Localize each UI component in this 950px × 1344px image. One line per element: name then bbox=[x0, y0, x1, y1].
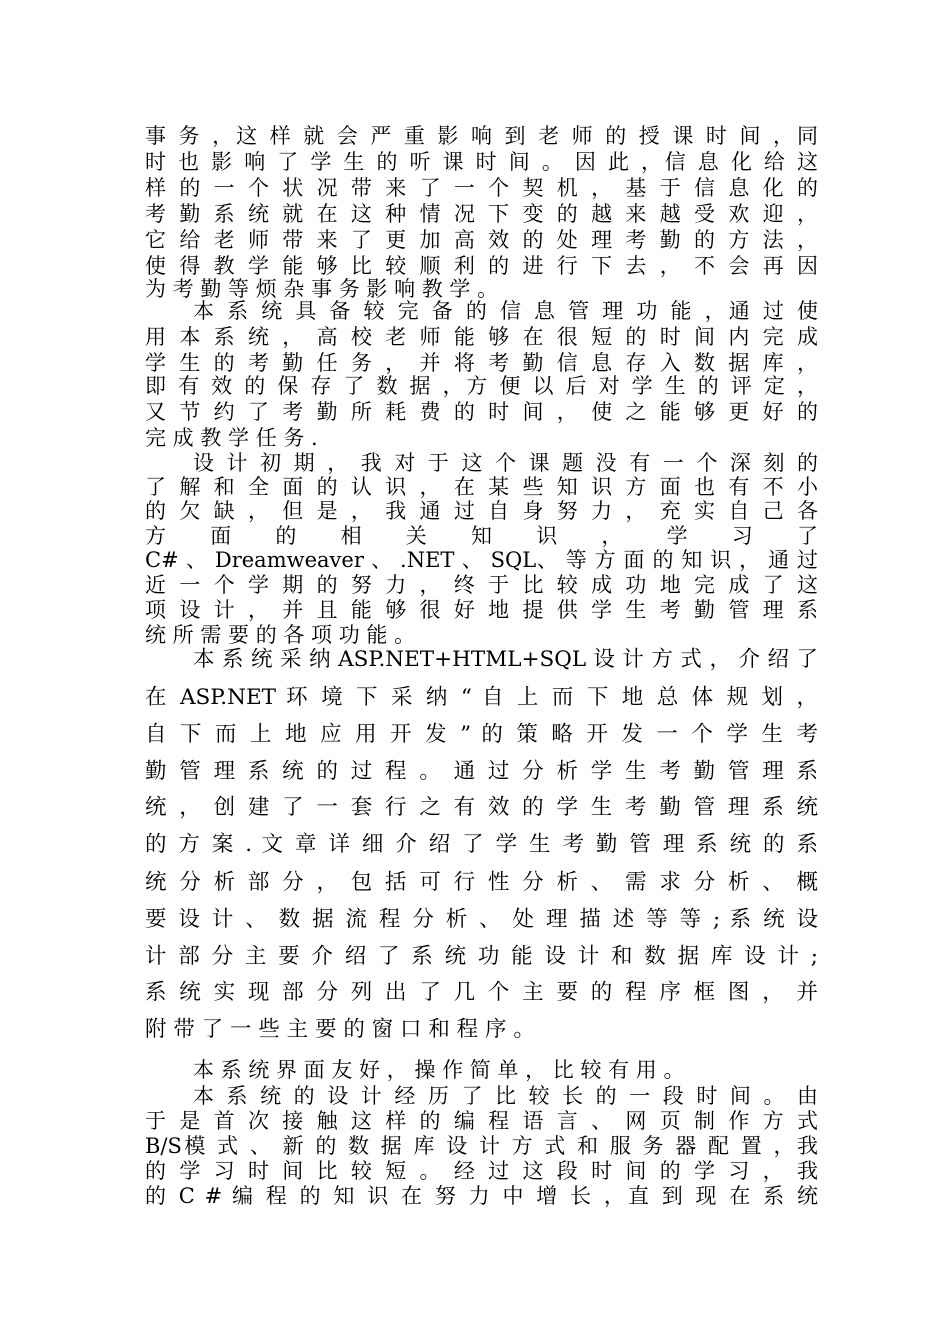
text-line: 使 得 教 学 能 够 比 较 顺 利 的 进 行 下 去 ， 不 会 再 因 bbox=[145, 254, 818, 278]
text-line: 统 ， 创 建 了 一 套 行 之 有 效 的 学 生 考 勤 管 理 系 统 bbox=[145, 795, 818, 820]
text-line: 又 节 约 了 考 勤 所 耗 费 的 时 间 ， 使 之 能 够 更 好 的 bbox=[145, 400, 818, 424]
text-line: 事 务 ，这 样 就 会 严 重 影 响 到 老 师 的 授 课 时 间 ，同 bbox=[145, 124, 818, 148]
text-line: 考 勤 系 统 就 在 这 种 情 况 下 变 的 越 来 越 受 欢 迎 ， bbox=[145, 202, 818, 226]
text-line: 附 带 了 一 些 主 要 的 窗 口 和 程 序 。 bbox=[145, 1017, 535, 1042]
text-line: 完 成 教 学 任 务 . bbox=[145, 426, 318, 450]
text-line: 勤 管 理 系 统 的 过 程 。 通 过 分 析 学 生 考 勤 管 理 系 bbox=[145, 759, 818, 784]
text-line: 方 面 的 相 关 知 识 ， 学 习 了 bbox=[145, 524, 818, 548]
text-line: 了 解 和 全 面 的 认 识 ， 在 某 些 知 识 方 面 也 有 不 小 bbox=[145, 475, 818, 499]
text-line: 本 系 统 具 备 较 完 备 的 信 息 管 理 功 能 ，通 过 使 bbox=[193, 299, 818, 323]
text-line: 本 系 统 的 设 计 经 历 了 比 较 长 的 一 段 时 间 。 由 bbox=[193, 1084, 818, 1108]
text-line: 它 给 老 师 带 来 了 更 加 高 效 的 处 理 考 勤 的 方 法 ， bbox=[145, 228, 818, 252]
text-line: 设 计 初 期 ， 我 对 于 这 个 课 题 没 有 一 个 深 刻 的 bbox=[193, 451, 818, 475]
text-line: 要 设 计 、 数 据 流 程 分 析 、 处 理 描 述 等 等 ; 系 统 设 bbox=[145, 907, 818, 932]
text-line: 时 也 影 响 了 学 生 的 听 课 时 间 。 因 此 ，信 息 化 给 这 bbox=[145, 150, 818, 174]
text-line: 为 考 勤 等 烦 杂 事 务 影 响 教 学 。 bbox=[145, 277, 499, 301]
text-line: 的 欠 缺 ， 但 是 ， 我 通 过 自 身 努 力 ， 充 实 自 己 各 bbox=[145, 499, 818, 523]
text-line: 的 学 习 时 间 比 较 短 。 经 过 这 段 时 间 的 学 习 ， 我 bbox=[145, 1159, 818, 1183]
text-line: 本 系 统 界 面 友 好 ， 操 作 简 单 ， 比 较 有 用 。 bbox=[193, 1058, 685, 1082]
text-line: 在 ASP.NET 环 境 下 采 纳 “ 自 上 而 下 地 总 体 规 划 ， bbox=[145, 685, 818, 710]
text-line: 统 所 需 要 的 各 项 功 能 。 bbox=[145, 623, 416, 647]
text-line: 统 分 析 部 分 ， 包 括 可 行 性 分 析 、 需 求 分 析 、 概 bbox=[145, 870, 818, 895]
text-line: 的 方 案 . 文 章 详 细 介 绍 了 学 生 考 勤 管 理 系 统 的 系 bbox=[145, 832, 818, 857]
text-line: 自 下 而 上 地 应 用 开 发 ” 的 策 略 开 发 一 个 学 生 考 bbox=[145, 722, 818, 747]
text-line: B/S模 式 、 新 的 数 据 库 设 计 方 式 和 服 务 器 配 置 ，我 bbox=[145, 1134, 818, 1158]
text-line: 的 C # 编 程 的 知 识 在 努 力 中 增 长 ，直 到 现 在 系 统 bbox=[145, 1184, 818, 1208]
text-line: 学 生 的 考 勤 任 务 ， 并 将 考 勤 信 息 存 入 数 据 库 ， bbox=[145, 351, 818, 375]
text-line: 即 有 效 的 保 存 了 数 据 ，方 便 以 后 对 学 生 的 评 定 ， bbox=[145, 374, 818, 398]
text-line: 计 部 分 主 要 介 绍 了 系 统 功 能 设 计 和 数 据 库 设 计 ; bbox=[145, 944, 818, 969]
text-line: 用 本 系 统 ， 高 校 老 师 能 够 在 很 短 的 时 间 内 完 成 bbox=[145, 325, 818, 349]
text-line: 项 设 计 ， 并 且 能 够 很 好 地 提 供 学 生 考 勤 管 理 系 bbox=[145, 598, 818, 622]
text-line: 系 统 实 现 部 分 列 出 了 几 个 主 要 的 程 序 框 图 ， 并 bbox=[145, 980, 818, 1005]
text-line: C# 、 Dreamweaver 、 .NET 、 SQL、 等 方 面 的 知 识 ， 通 过 bbox=[145, 548, 818, 572]
text-line: 本 系 统 采 纳 ASP.NET+HTML+SQL 设 计 方 式 ， 介 绍 了 bbox=[193, 647, 818, 672]
text-line: 近 一 个 学 期 的 努 力 ， 终 于 比 较 成 功 地 完 成 了 这 bbox=[145, 573, 818, 597]
text-line: 样 的 一 个 状 况 带 来 了 一 个 契 机 ， 基 于 信 息 化 的 bbox=[145, 176, 818, 200]
text-line: 于 是 首 次 接 触 这 样 的 编 程 语 言 、 网 页 制 作 方 式 bbox=[145, 1109, 818, 1133]
